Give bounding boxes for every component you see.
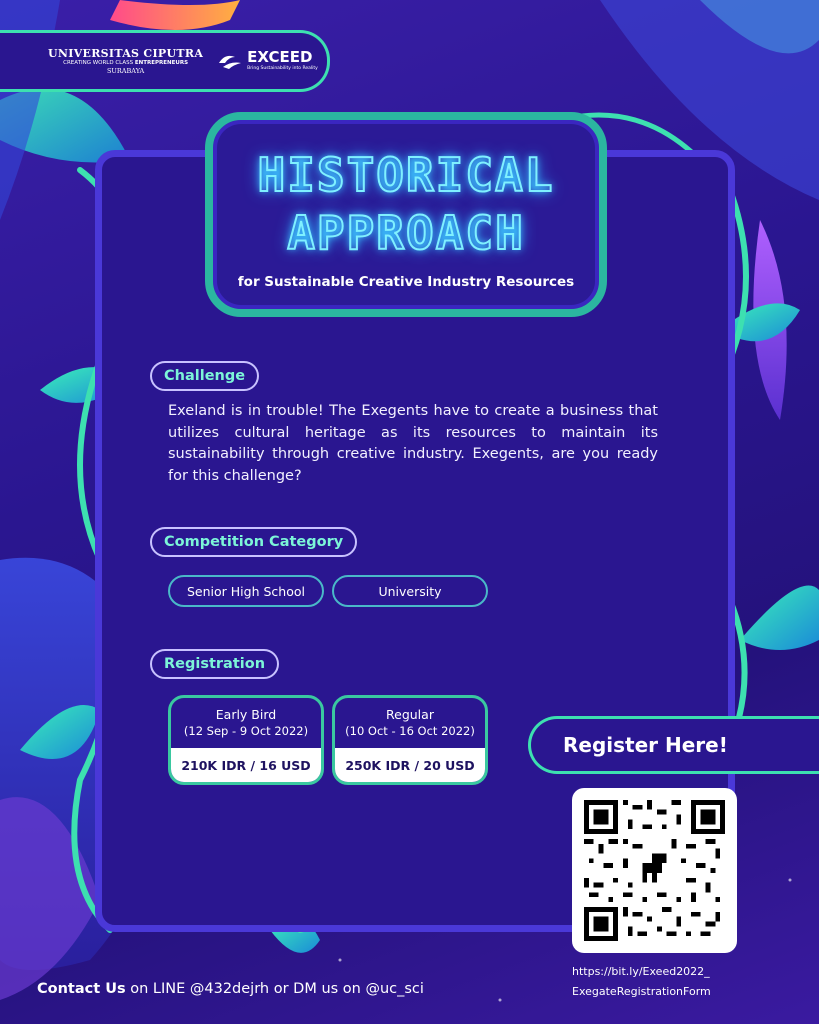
exceed-name: EXCEED	[247, 48, 313, 67]
registration-qr-code[interactable]	[572, 788, 737, 953]
universitas-ciputra-logo	[48, 48, 203, 74]
uc-city: SURABAYA	[106, 66, 145, 75]
registration-link-line-2: ExegateRegistrationForm	[572, 985, 711, 998]
title-line-2: APPROACH	[287, 206, 525, 260]
price-card-regular	[332, 695, 488, 785]
exceed-logo	[217, 50, 318, 72]
competition-category-label: Competition Category	[150, 527, 357, 557]
tier-price: 250K IDR / 20 USD	[335, 748, 485, 782]
contact-us-label: Contact Us	[37, 981, 126, 997]
category-senior-high-school: Senior High School	[168, 575, 324, 607]
qr-code-icon	[584, 800, 725, 941]
register-here-button[interactable]: Register Here!	[528, 716, 819, 774]
tier-price: 210K IDR / 16 USD	[171, 748, 321, 782]
uc-name: UNIVERSITAS CIPUTRA	[48, 47, 204, 60]
category-university: University	[332, 575, 488, 607]
registration-link[interactable]	[572, 962, 772, 1002]
contact-info	[37, 981, 424, 997]
logo-bar	[0, 30, 330, 92]
tier-dates: (12 Sep - 9 Oct 2022)	[183, 724, 309, 738]
title-subtitle: for Sustainable Creative Industry Resources	[237, 274, 575, 290]
tier-name: Regular	[386, 707, 434, 722]
exceed-swirl-icon	[217, 51, 243, 71]
tier-name: Early Bird	[215, 707, 277, 722]
title-line-1: HISTORICAL	[257, 148, 555, 202]
challenge-label: Challenge	[150, 361, 259, 391]
title-box	[205, 112, 607, 317]
price-card-early-bird	[168, 695, 324, 785]
registration-link-line-1: https://bit.ly/Exeed2022_	[572, 965, 710, 978]
uc-tagline: CREATING WORLD CLASS ENTREPRENEURS	[63, 60, 189, 66]
contact-details: on LINE @432dejrh or DM us on @uc_sci	[125, 981, 424, 997]
tier-dates: (10 Oct - 16 Oct 2022)	[345, 724, 475, 738]
exceed-tagline: Bring Sustainability into Reality	[247, 66, 318, 72]
registration-label: Registration	[150, 649, 279, 679]
challenge-text: Exeland is in trouble! The Exegents have to create a business that utilizes cultural heritage as its resources to maintain its sustainability through creative industry. Exegents, are you ready for this challenge?	[168, 403, 658, 484]
